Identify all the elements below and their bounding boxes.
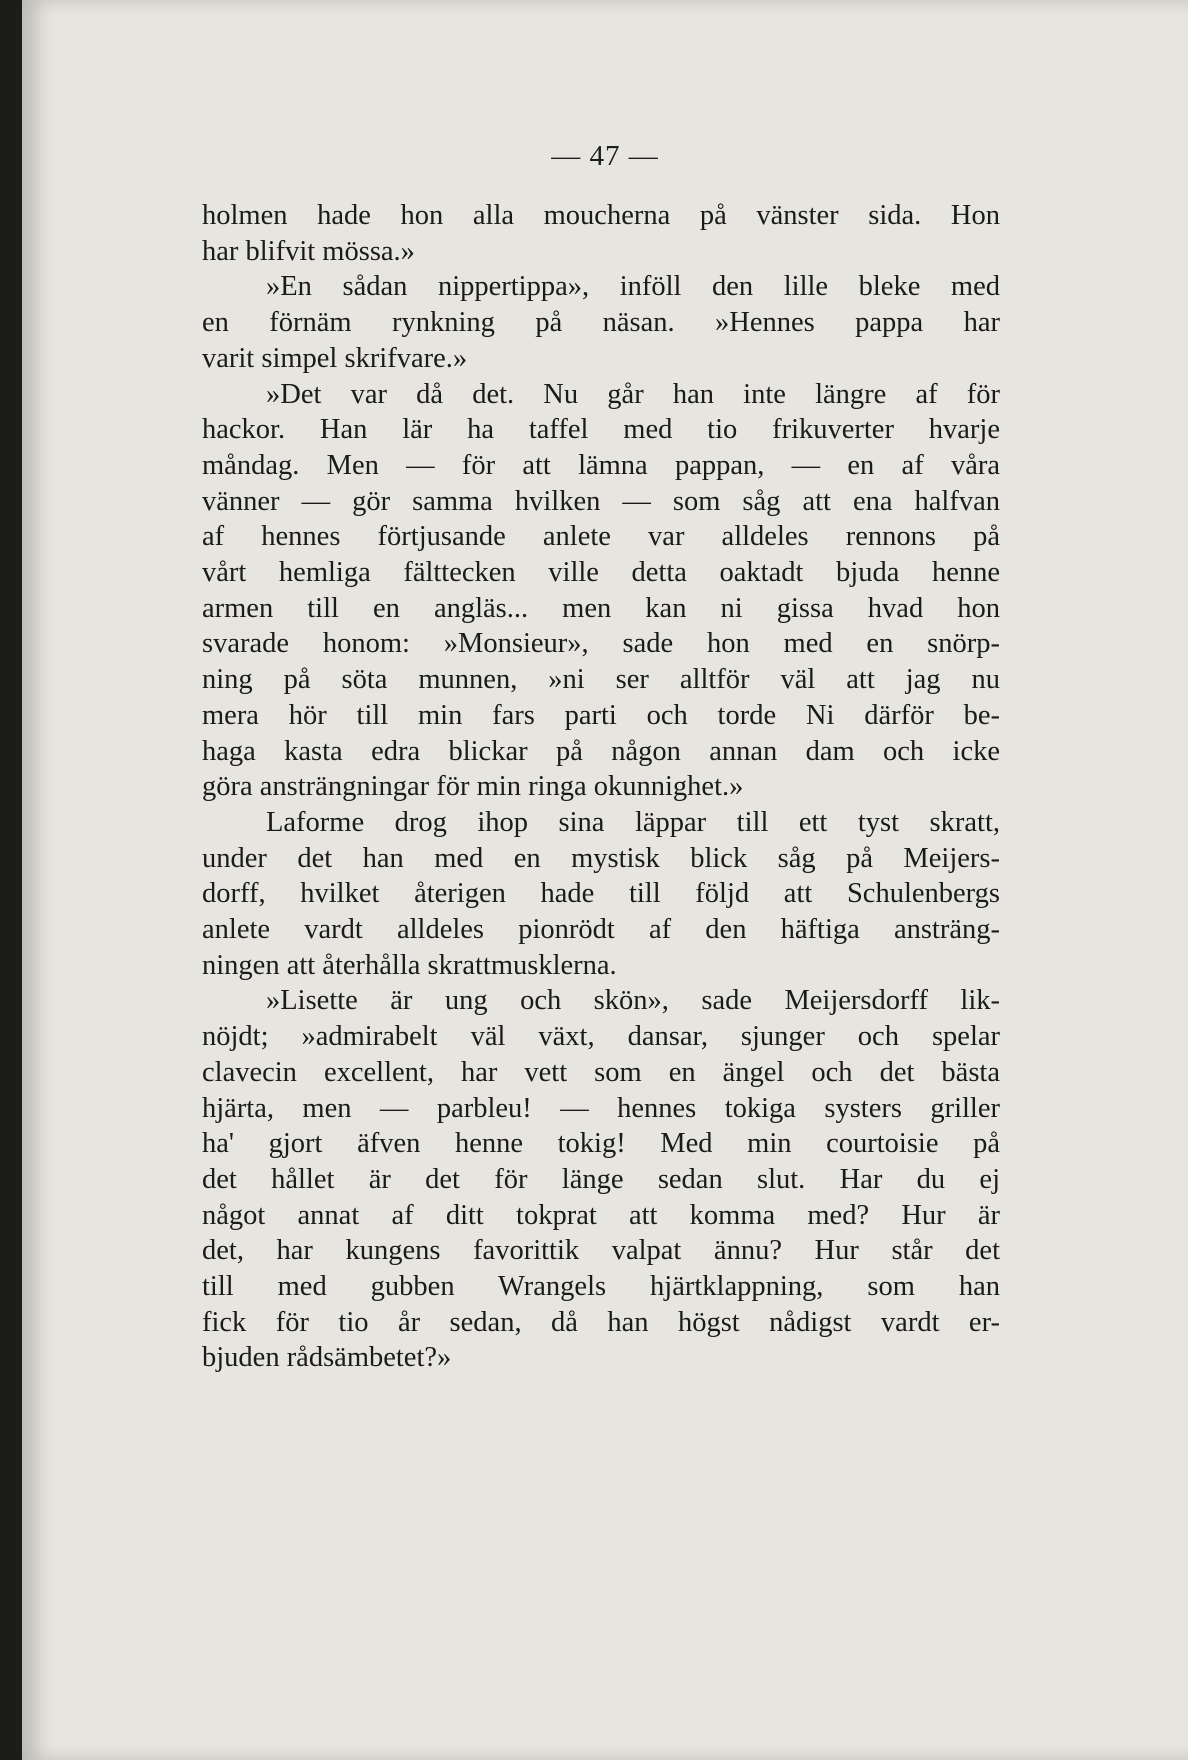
text-line: hjärta, men — parbleu! — hennes tokiga systers griller [202, 1092, 1000, 1124]
text-line: under det han med en mystisk blick såg på Meijers- [202, 842, 1000, 874]
text-line: en förnäm rynkning på näsan. »Hennes pappa har [202, 307, 1000, 339]
text-line: vänner — gör samma hvilken — som såg att ena halfvan [202, 485, 1000, 517]
text-line: ha' gjort äfven henne tokig! Med min courtoisie på [202, 1128, 1000, 1160]
text-line: mera hör till min fars parti och torde Ni därför be- [202, 699, 1000, 731]
text-line: »Lisette är ung och skön», sade Meijersdorff lik- [266, 985, 1000, 1017]
page-number: — 47 — [551, 140, 659, 172]
text-line: har blifvit mössa.» [202, 235, 415, 267]
text-line: det hållet är det för länge sedan slut. Har du ej [202, 1163, 1000, 1195]
text-line: ningen att återhålla skrattmusklerna. [202, 949, 617, 981]
text-line: vårt hemliga fälttecken ville detta oaktadt bjuda henne [202, 557, 1000, 588]
text-line: af hennes förtjusande anlete var alldeles rennons på [202, 521, 1000, 553]
text-line: armen till en angläs... men kan ni gissa hvad hon [202, 592, 1000, 624]
text-line: Laforme drog ihop sina läppar till ett tyst skratt, [266, 806, 1000, 838]
text-line: hackor. Han lär ha taffel med tio frikuverter hvarje [202, 414, 1000, 446]
text-line: bjuden rådsämbetet?» [202, 1342, 452, 1374]
text-line: haga kasta edra blickar på någon annan dam och icke [202, 735, 1000, 767]
text-line: holmen hade hon alla moucherna på vänster sida. Hon [202, 200, 1000, 231]
text-line: svarade honom: »Monsieur», sade hon med en snörp- [202, 628, 1000, 660]
text-line: »Det var då det. Nu går han inte längre af för [266, 378, 1000, 410]
text-line: nöjdt; »admirabelt väl växt, dansar, sjunger och spelar [202, 1021, 1000, 1053]
text-line: det, har kungens favorittik valpat ännu? Hur står det [202, 1235, 1000, 1267]
book-page [22, 0, 1188, 1760]
text-line: måndag. Men — för att lämna pappan, — en af våra [202, 449, 1000, 481]
text-line: anlete vardt alldeles pionrödt af den häftiga ansträng- [202, 914, 1000, 945]
text-line: clavecin excellent, har vett som en ängel och det bästa [202, 1056, 1000, 1088]
text-line: ning på söta munnen, »ni ser alltför väl att jag nu [202, 664, 1000, 696]
text-line: något annat af ditt tokprat att komma med? Hur är [202, 1199, 1000, 1231]
text-line: göra ansträngningar för min ringa okunnighet.» [202, 771, 744, 803]
text-line: fick för tio år sedan, då han högst nådigst vardt er- [202, 1306, 1000, 1338]
text-line: »En sådan nippertippa», inföll den lille bleke med [266, 271, 1000, 303]
text-line: varit simpel skrifvare.» [202, 342, 468, 374]
text-line: dorff, hvilket återigen hade till följd att Schulenbergs [202, 878, 1000, 910]
text-line: till med gubben Wrangels hjärtklappning, som han [202, 1271, 1000, 1302]
